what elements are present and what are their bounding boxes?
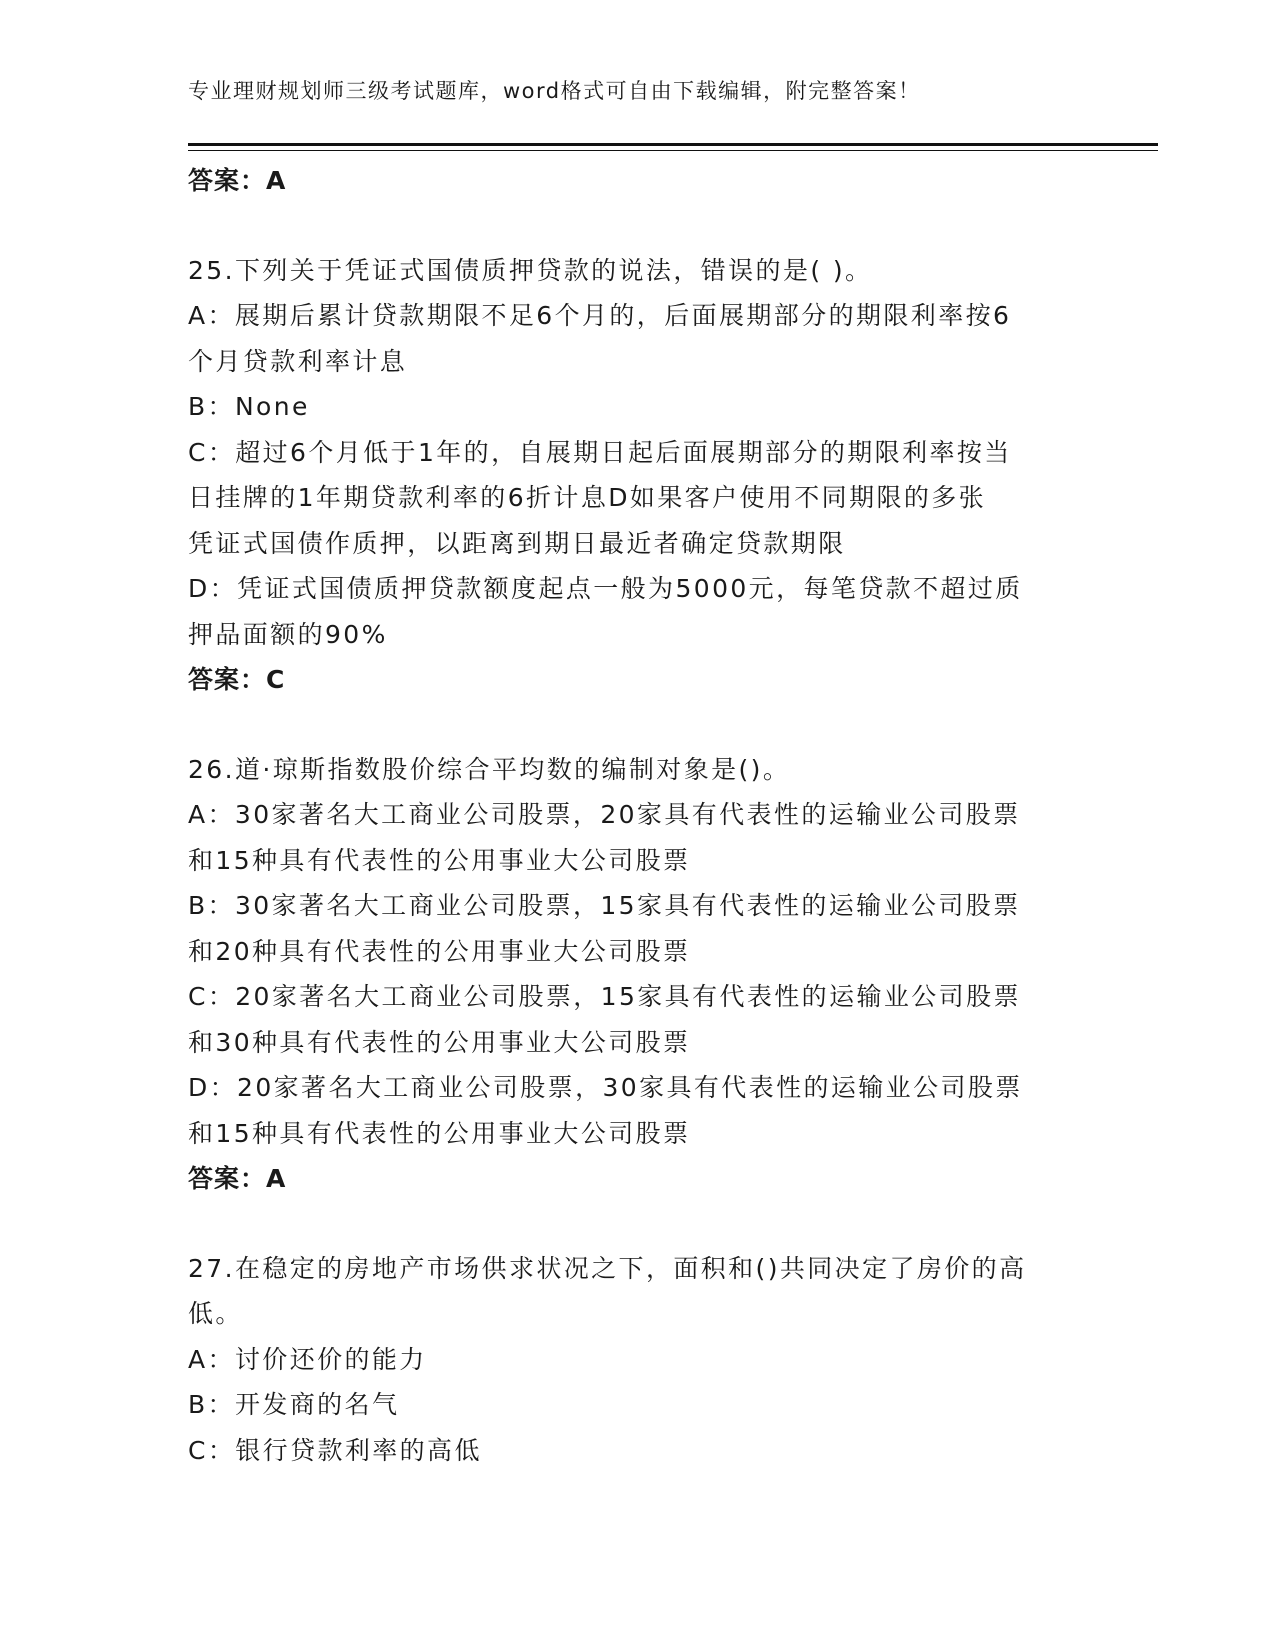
option-line: A：讨价还价的能力 [188,1344,427,1374]
option-line: C：银行贷款利率的高低 [188,1435,482,1465]
question-stem: 27.在稳定的房地产市场供求状况之下，面积和()共同决定了房价的高 [188,1253,1027,1283]
option-c [188,974,1088,1065]
option-line: 和30种具有代表性的公用事业大公司股票 [188,1027,691,1057]
option-line: 日挂牌的1年期贷款利率的6折计息D如果客户使用不同期限的多张 [188,483,987,512]
option-line: D：凭证式国债质押贷款额度起点一般为5000元，每笔贷款不超过质 [188,574,1023,603]
option-a [188,792,1088,883]
option-line: 和15种具有代表性的公用事业大公司股票 [188,1118,691,1148]
option-c [188,1428,1088,1474]
option-line: B：30家著名大工商业公司股票，15家具有代表性的运输业公司股票 [188,891,1021,920]
question-answer: 答案：C [188,665,286,694]
question-27 [188,1246,1088,1474]
question-stem: 26.道·琼斯指数股价综合平均数的编制对象是()。 [188,754,791,784]
header-rule-thin [188,150,1158,151]
spacer [188,703,1088,747]
page-header: 专业理财规划师三级考试题库，word格式可自由下载编辑，附完整答案！ [188,79,921,103]
question-stem: 25.下列关于凭证式国债质押贷款的说法，错误的是( )。 [188,255,873,285]
option-line: B：None [188,392,310,421]
option-c [188,430,1088,567]
option-line: D：20家著名大工商业公司股票，30家具有代表性的运输业公司股票 [188,1073,1023,1102]
option-a [188,1337,1088,1383]
spacer [188,204,1088,248]
question-answer: 答案：A [188,1164,287,1193]
header-rule-thick [188,143,1158,146]
option-a [188,293,1088,384]
previous-answer: 答案：A [188,166,287,195]
document-body [188,158,1088,1473]
option-d [188,566,1088,657]
option-line: 和20种具有代表性的公用事业大公司股票 [188,936,691,966]
option-line: 押品面额的90% [188,619,388,649]
option-line: A：展期后累计贷款期限不足6个月的，后面展期部分的期限利率按6 [188,301,1012,330]
option-line: 凭证式国债作质押，以距离到期日最近者确定贷款期限 [188,528,846,558]
option-line: C：20家著名大工商业公司股票，15家具有代表性的运输业公司股票 [188,982,1021,1011]
question-26 [188,747,1088,1202]
option-d [188,1065,1088,1156]
spacer [188,1202,1088,1246]
option-b [188,1382,1088,1428]
option-line: 个月贷款利率计息 [188,346,408,376]
question-stem: 低。 [188,1299,243,1328]
option-line: B：开发商的名气 [188,1390,400,1419]
option-line: C：超过6个月低于1年的，自展期日起后面展期部分的期限利率按当 [188,437,1012,467]
option-line: A：30家著名大工商业公司股票，20家具有代表性的运输业公司股票 [188,800,1021,829]
option-line: 和15种具有代表性的公用事业大公司股票 [188,845,691,875]
option-b [188,883,1088,974]
question-25 [188,248,1088,703]
option-b [188,384,1088,430]
